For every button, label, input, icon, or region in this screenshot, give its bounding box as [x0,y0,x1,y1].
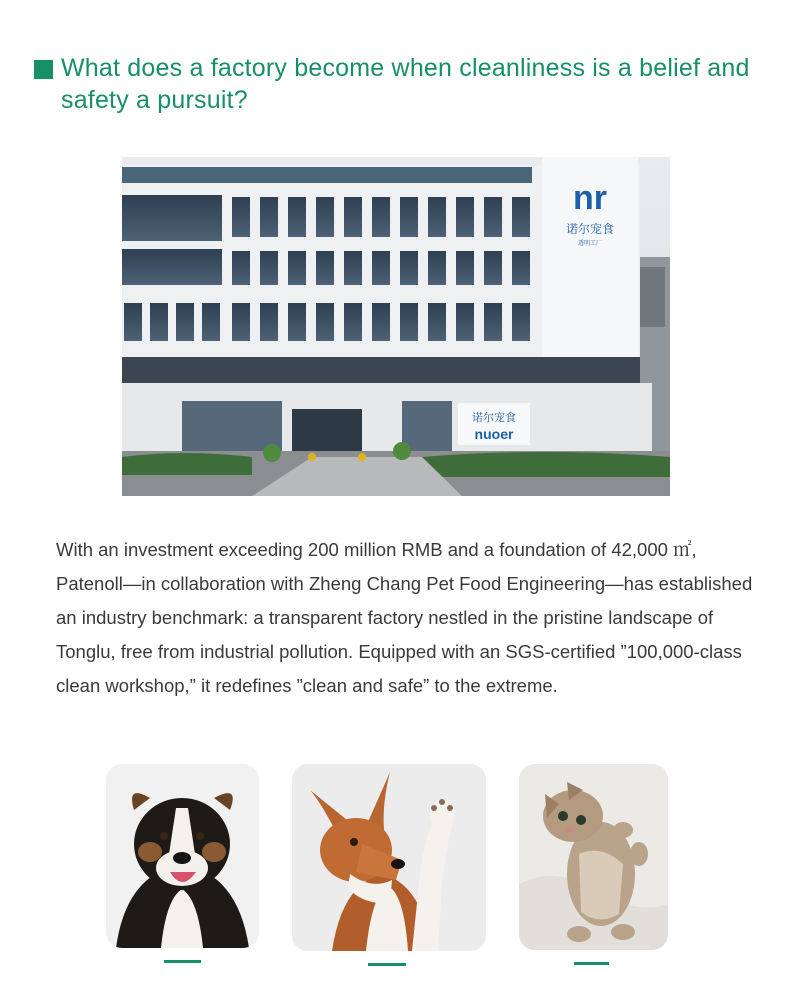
dog-card-underline [164,960,201,963]
kitten-illustration [519,764,668,950]
dog-photo-card [106,764,259,948]
factory-photo [122,157,670,496]
basenji-illustration [292,764,486,951]
border-collie-illustration [106,764,259,948]
kitten-card-underline [574,962,609,965]
factory-sign-cn: 诺尔宠食 [565,222,615,236]
basenji-photo-card [292,764,486,951]
entrance-sign-cn: 诺尔宠食 [472,411,516,424]
factory-sign-cn-sub: 透明工厂 [577,240,603,247]
page-title: What does a factory become when cleanliness is a belief and safety a pursuit? [61,54,750,114]
heading-marker-icon [34,60,53,79]
basenji-card-underline [368,963,406,966]
section-heading [34,52,774,116]
entrance-sign-en: nuoer [474,426,514,442]
factory-logo-mark: nr [573,179,607,217]
pet-gallery [0,764,800,974]
body-paragraph: With an investment exceeding 200 million RMB and a foundation of 42,000 ㎡, Patenoll—in collaboration with Zheng Chang Pet Food Engineering—has established an industry benchmark: a transparent factory nestled in the pristine landscape of Tonglu, free from industrial pollution. Equipped with an SGS-certified ”100,000-class clean workshop,” it redefines ”clean and safe” to the extreme. [56,539,753,696]
kitten-photo-card [519,764,668,950]
